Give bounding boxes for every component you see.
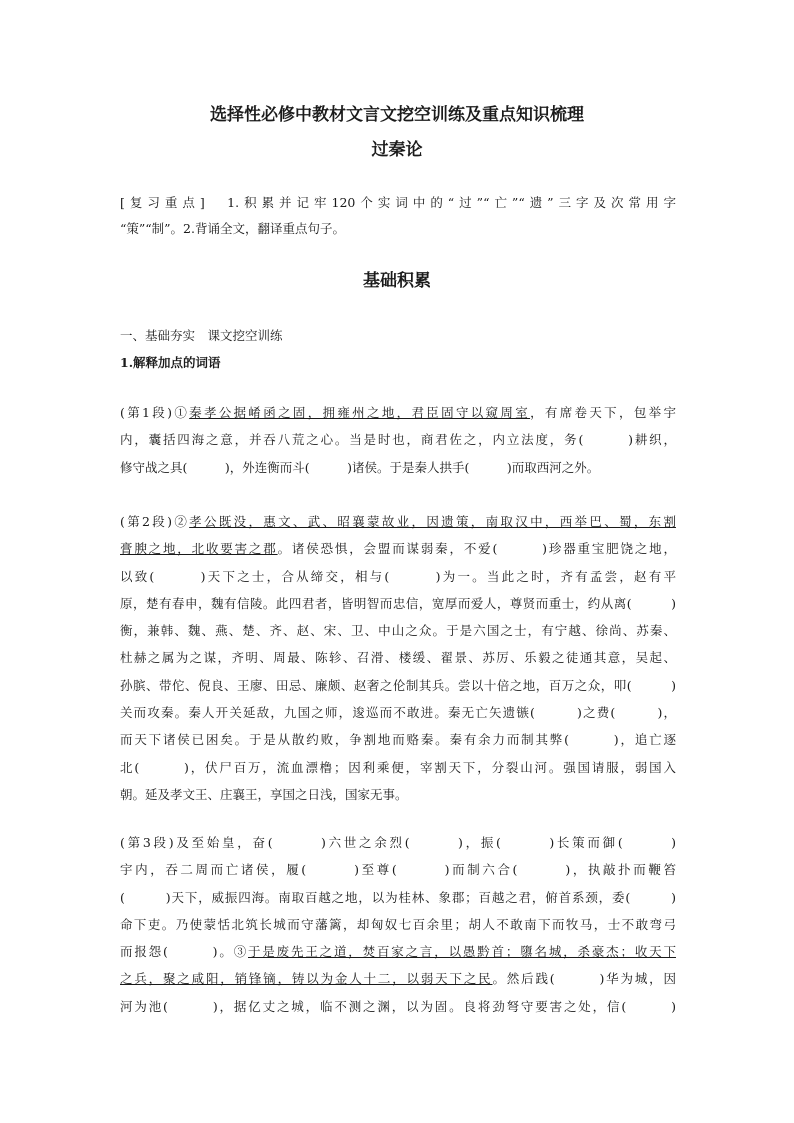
underlined-sentence-3a: 于是废先王之道，焚百家之言，以愚黔首；隳名城，杀豪杰；收天下: [248, 944, 676, 960]
document-subtitle: 过秦论: [371, 140, 423, 160]
underlined-sentence-1: 秦孝公据崤函之固，拥雍州之地，君臣固守以窥周室: [189, 405, 531, 420]
p1-line-3: 修守战之具( )，外连衡而斗( )诸侯。于是秦人拱手( )而取西河之外。: [120, 459, 600, 475]
p2-line-1: [120, 508, 676, 535]
p2-line-10: 北( )，伏尸百万，流血漂橹；因利乘便，宰割天下，分裂山河。强国请服，弱国入: [120, 759, 676, 775]
underlined-sentence-2b: 膏腴之地，北收要害之郡: [120, 541, 278, 557]
p2-line-11: 朝。延及孝文王、庄襄王，享国之日浅，国家无事。: [120, 786, 408, 802]
section-title: 基础积累: [363, 271, 431, 291]
document-title: 选择性必修中教材文言文挖空训练及重点知识梳理: [210, 105, 584, 125]
p3-line-3: ( )天下，威振四海。南取百越之地，以为桂林、象郡；百越之君，俯首系颈，委( ): [120, 889, 676, 905]
p2-line-5: 衡，兼韩、魏、燕、楚、齐、赵、宋、卫、中山之众。于是六国之士，有宁越、徐尚、苏秦、: [120, 623, 676, 639]
p2-line-4: 原，楚有春申，魏有信陵。此四君者，皆明智而忠信，宽厚而爱人，尊贤而重士，约从离( ): [120, 595, 676, 611]
p3-line-1: (第3段)及至始皇，奋( )六世之余烈( )，振( )长策而御( ): [120, 835, 676, 850]
underlined-sentence-3b: 之兵，聚之咸阳，销锋镝，铸以为金人十二，以弱天下之民: [120, 971, 493, 987]
p1-prefix: (第1段)①: [120, 405, 190, 420]
p3-line-6: [120, 965, 676, 992]
p2-line-2: [120, 535, 676, 562]
heading-explain-words: 1.解释加点的词语: [120, 355, 221, 370]
paragraph-3: [120, 829, 676, 1020]
p1-line-1-rest: ，有席卷天下，包举宇: [530, 405, 676, 420]
review-line-2: “策”“制”。2.背诵全文，翻译重点句子。: [120, 221, 345, 236]
paragraph-1: [120, 399, 676, 481]
p1-line-1: [120, 399, 676, 426]
paragraph-2: [120, 508, 676, 808]
p2-prefix: (第2段)②: [120, 514, 190, 529]
p3-line-2: 宇内，吞二周而亡诸侯，履( )至尊( )而制六合( )，执敲扑而鞭笞: [120, 862, 676, 878]
p2-line-7: 孙膑、带佗、倪良、王廖、田忌、廉颇、赵奢之伦制其兵。尝以十倍之地，百万之众，叩( ): [120, 677, 676, 693]
p2-line-2-rest: 。诸侯恐惧，会盟而谋弱秦，不爱( )珍器重宝肥饶之地，: [277, 541, 676, 557]
p3-line-6-rest: 。然后践( )华为城，因: [492, 971, 676, 987]
p2-line-8: 关而攻秦。秦人开关延敌，九国之师，逡巡而不敢进。秦无亡矢遗镞( )之费( )，: [120, 705, 676, 721]
p2-line-9: 而天下诸侯已困矣。于是从散约败，争割地而赂秦。秦有余力而制其弊( )，追亡逐: [120, 732, 676, 748]
p2-line-6: 杜赫之属为之谋，齐明、周最、陈轸、召滑、楼缓、翟景、苏厉、乐毅之徒通其意，吴起、: [120, 650, 676, 666]
p2-line-3: 以致( )天下之士，合从缔交，相与( )为一。当此之时，齐有孟尝，赵有平: [120, 568, 676, 584]
p1-line-2: 内，囊括四海之意，并吞八荒之心。当是时也，商君佐之，内立法度，务( )耕织，: [120, 432, 676, 448]
heading-basic-training: 一、基础夯实 课文挖空训练: [120, 328, 283, 343]
review-line-1: [复习重点] 1.积累并记牢120个实词中的“过”“亡”“遗”三字及次常用字: [120, 195, 676, 210]
review-focus: [120, 190, 676, 242]
p3-line-7: 河为池( )，据亿丈之城，临不测之渊，以为固。良将劲弩守要害之处，信( ): [120, 998, 676, 1014]
underlined-sentence-2a: 孝公既没，惠文、武、昭襄蒙故业，因遗策，南取汉中，西举巴、蜀，东割: [189, 514, 676, 529]
p3-line-5: [120, 938, 676, 965]
p3-line-5-start: 而报怨( )。③: [120, 944, 249, 960]
p3-line-4: 命下吏。乃使蒙恬北筑长城而守藩篱，却匈奴七百余里；胡人不敢南下而牧马，士不敢弯弓: [120, 916, 676, 932]
